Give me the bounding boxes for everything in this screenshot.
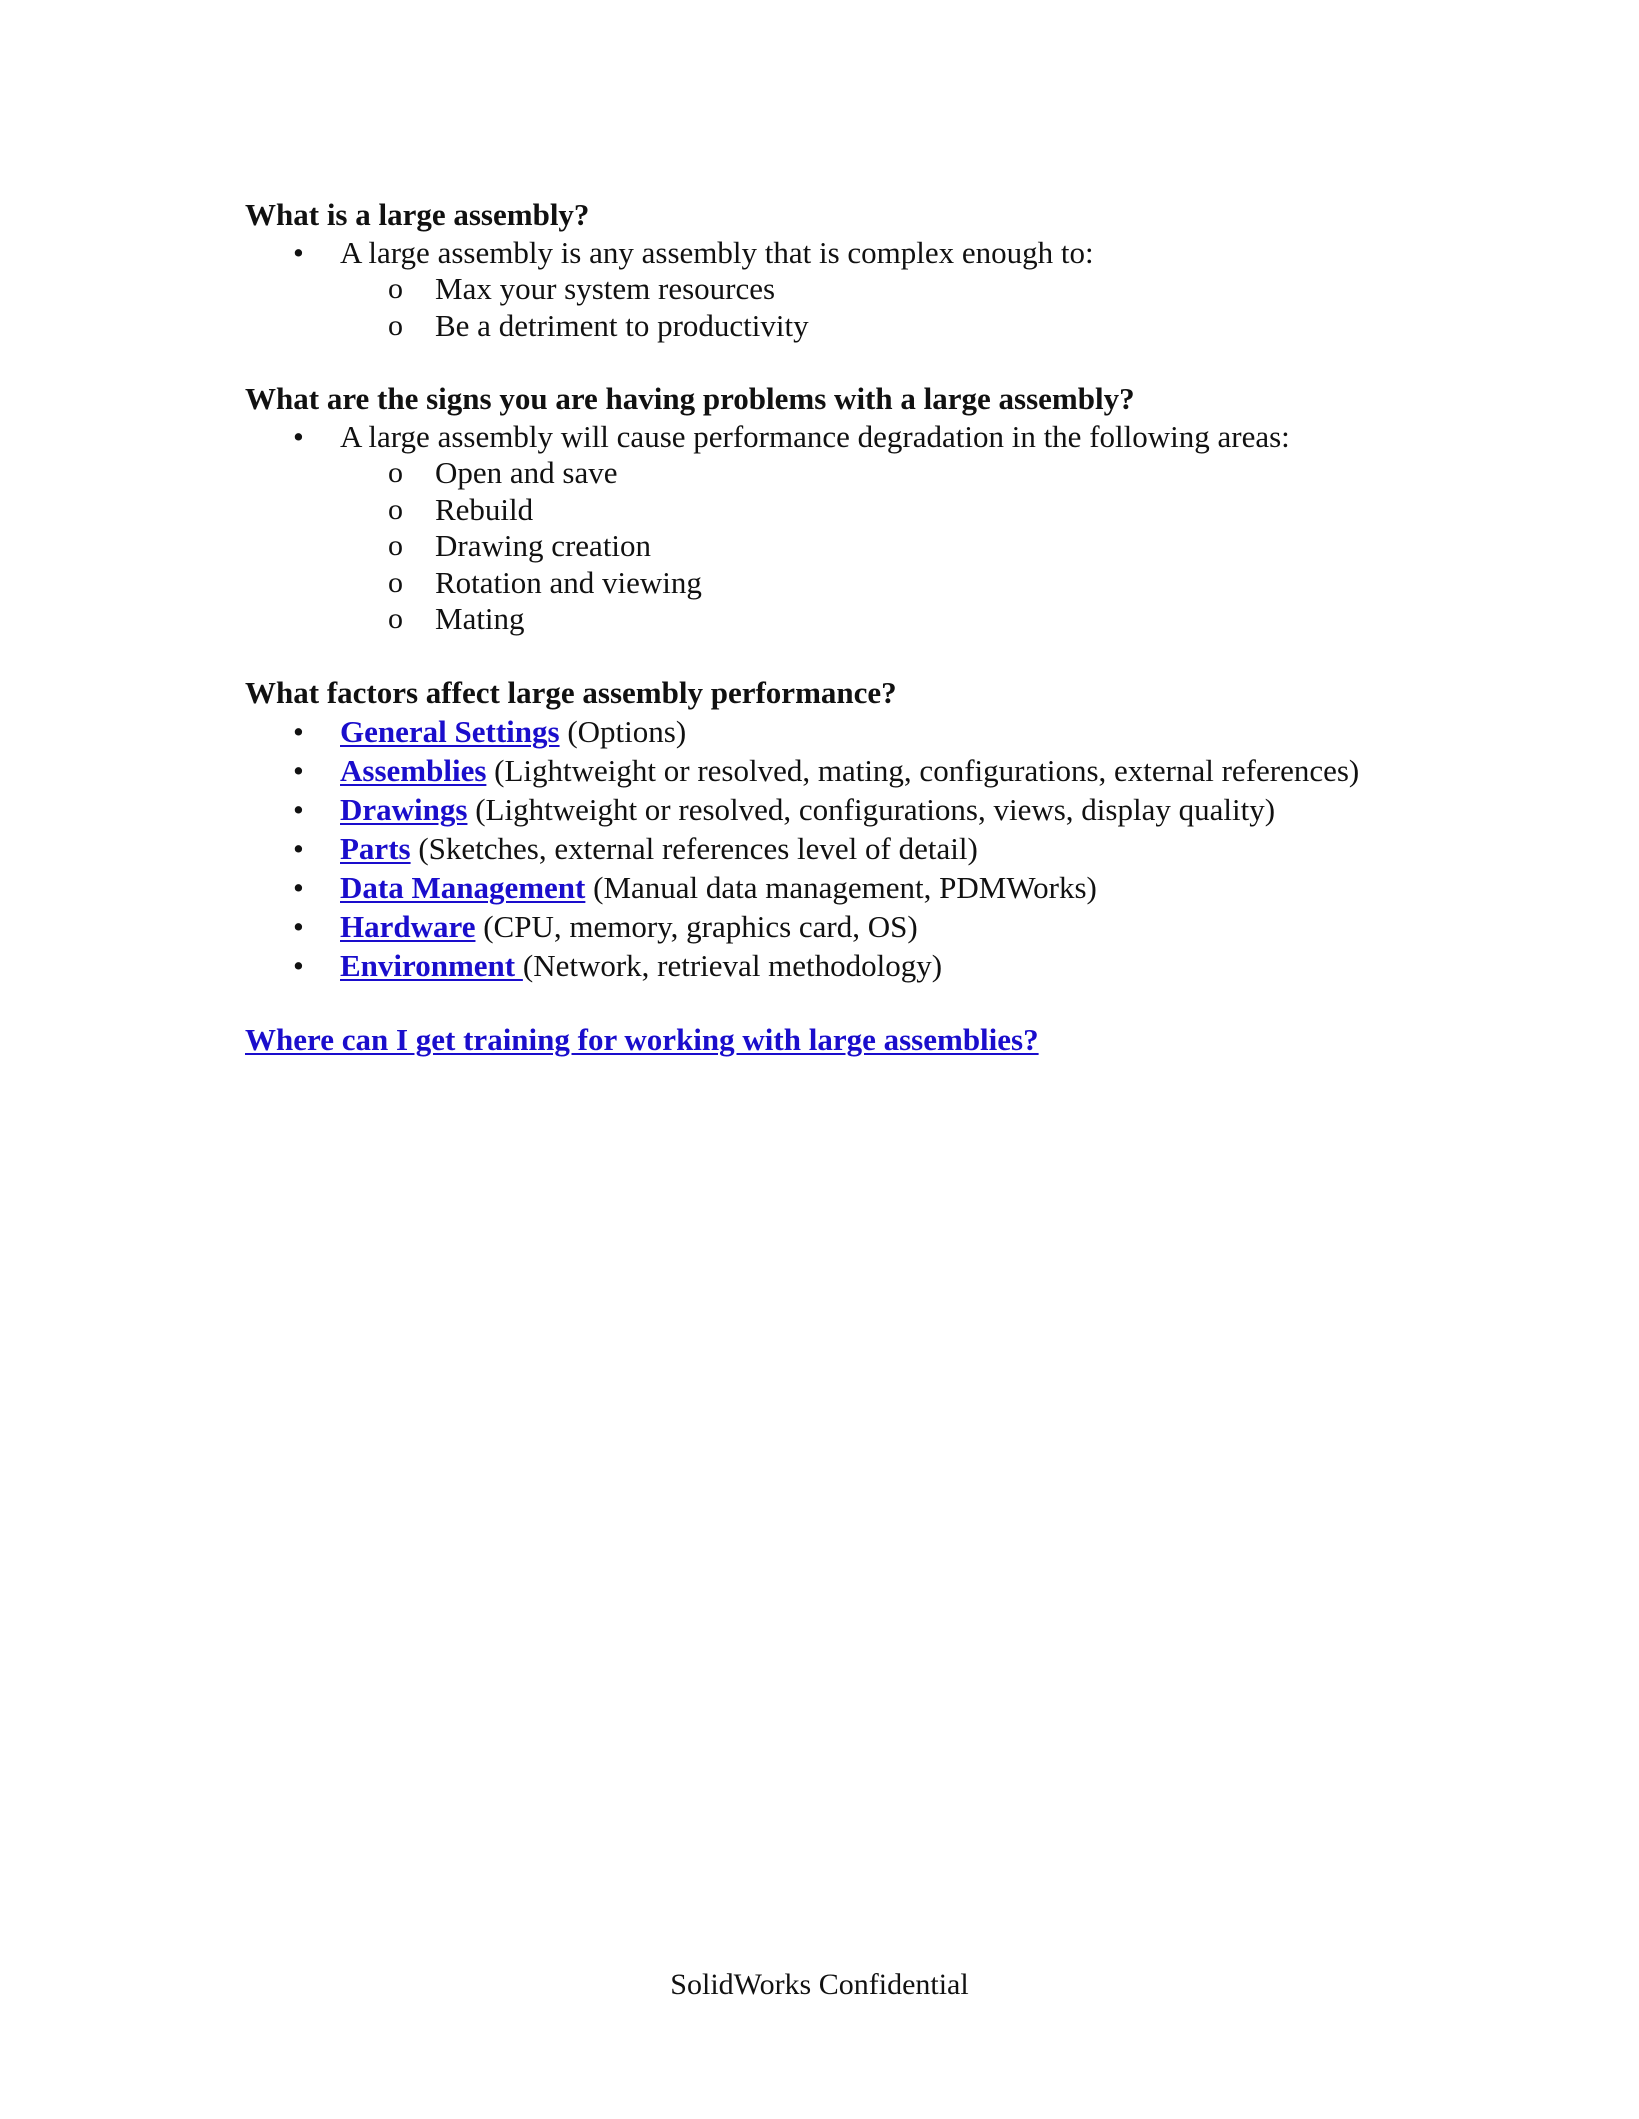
circle-bullet-icon: o (388, 272, 403, 305)
bullet-icon: • (293, 419, 304, 454)
sub-list-item (245, 455, 1495, 492)
section-heading: What are the signs you are having problems with a large assembly? (245, 381, 1135, 416)
factor-description: (Network, retrieval methodology) (522, 947, 943, 983)
sub-list-item (245, 601, 1495, 638)
list-item (245, 418, 1495, 638)
list-item-text: A large assembly will cause performance degradation in the following areas: (340, 419, 1290, 454)
factor-description: (Lightweight or resolved, mating, configurations, external references) (486, 752, 1360, 788)
training-paragraph (245, 1021, 1495, 1059)
bullet-list (245, 234, 1495, 344)
sub-list-item-text: Mating (435, 601, 525, 636)
factor-item (245, 790, 1495, 829)
bullet-icon: • (293, 752, 304, 788)
circle-bullet-icon: o (388, 565, 403, 599)
factor-description: (Options) (559, 713, 687, 749)
sub-list-item (245, 528, 1495, 565)
section-performance-factors (245, 674, 1495, 985)
assemblies-link[interactable]: Assemblies (340, 752, 487, 788)
sub-list-item-text: Max your system resources (435, 271, 776, 306)
sub-list-item (245, 271, 1495, 308)
factor-item (245, 712, 1495, 751)
sub-list-item-text: Drawing creation (435, 528, 652, 563)
factor-description: (Lightweight or resolved, configurations, views, display quality) (467, 791, 1276, 827)
sub-list-item-text: Rebuild (435, 491, 534, 527)
bullet-list (245, 418, 1495, 638)
hardware-link[interactable]: Hardware (340, 908, 476, 944)
circle-bullet-icon: o (388, 308, 403, 342)
section-heading: What factors affect large assembly performance? (245, 674, 897, 710)
data-management-link[interactable]: Data Management (340, 869, 586, 905)
bullet-icon: • (293, 235, 304, 270)
sub-list-item-text: Open and save (435, 455, 618, 490)
document-body (245, 196, 1495, 1059)
factor-item (245, 907, 1495, 946)
factor-description: (CPU, memory, graphics card, OS) (475, 908, 918, 944)
general-settings-link[interactable]: General Settings (340, 713, 560, 749)
bullet-icon: • (293, 947, 304, 983)
factor-item (245, 946, 1495, 985)
sub-list-item-text: Rotation and viewing (435, 564, 702, 600)
circle-bullet-icon: o (388, 529, 403, 562)
bullet-icon: • (293, 791, 304, 827)
circle-bullet-icon: o (388, 602, 403, 635)
circle-bullet-icon: o (388, 456, 403, 489)
section-signs-of-problems (245, 380, 1495, 638)
bullet-icon: • (293, 869, 304, 905)
sub-list (340, 271, 1495, 344)
factor-list (245, 712, 1495, 985)
sub-list-item-text: Be a detriment to productivity (435, 307, 809, 343)
factor-item (245, 829, 1495, 868)
bullet-icon: • (293, 713, 304, 749)
bullet-icon: • (293, 908, 304, 944)
section-what-is-large-assembly (245, 196, 1495, 344)
list-item-text: A large assembly is any assembly that is complex enough to: (340, 235, 1094, 270)
page-footer: SolidWorks Confidential (670, 1968, 969, 2001)
training-link[interactable]: Where can I get training for working with large assemblies? (245, 1021, 1039, 1057)
sub-list (340, 455, 1495, 638)
list-item (245, 234, 1495, 344)
factor-description: (Sketches, external references level of detail) (410, 830, 978, 866)
sub-list-item (245, 565, 1495, 602)
sub-list-item (245, 308, 1495, 345)
factor-item (245, 751, 1495, 790)
drawings-link[interactable]: Drawings (340, 791, 468, 827)
environment-link[interactable]: Environment (340, 947, 523, 983)
section-heading: What is a large assembly? (245, 197, 590, 232)
bullet-icon: • (293, 830, 304, 866)
parts-link[interactable]: Parts (340, 830, 411, 866)
sub-list-item (245, 492, 1495, 529)
factor-description: (Manual data management, PDMWorks) (585, 869, 1097, 905)
factor-item (245, 868, 1495, 907)
circle-bullet-icon: o (388, 492, 403, 526)
